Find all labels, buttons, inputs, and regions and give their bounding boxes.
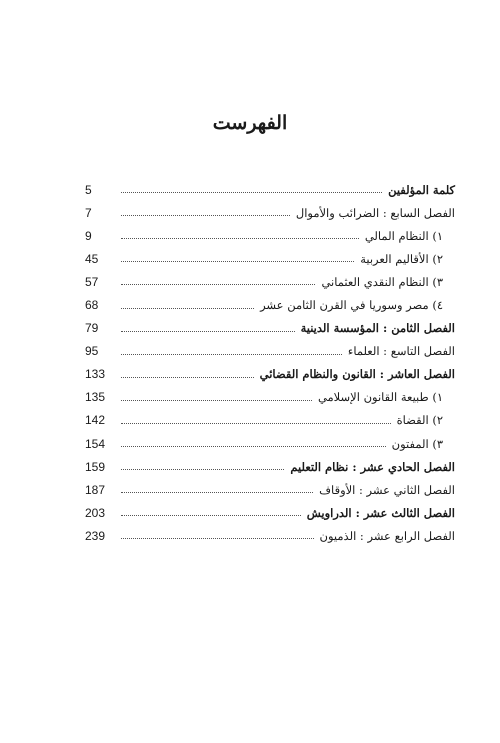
toc-entry-page-number: 68	[85, 298, 99, 313]
dot-leader	[121, 515, 301, 516]
toc-entry	[85, 524, 455, 547]
toc-entry	[85, 317, 455, 340]
toc-entry-title: ٤) مصر وسوريا في القرن الثامن عشر	[260, 298, 443, 313]
toc-entry-page-number: 135	[85, 390, 106, 405]
dot-leader	[121, 400, 312, 401]
dot-leader	[121, 354, 342, 355]
toc-entry	[85, 293, 455, 316]
toc-entry	[85, 501, 455, 524]
toc-entry-page-number: 239	[85, 528, 106, 543]
dot-leader	[121, 215, 290, 216]
dot-leader	[121, 308, 254, 309]
toc-entry-page-number: 95	[85, 344, 99, 359]
dot-leader	[121, 238, 359, 239]
toc-entry-page-number: 142	[85, 413, 106, 428]
toc-entry-title: الفصل الرابع عشر : الذميون	[319, 528, 455, 543]
toc-entry	[85, 178, 455, 201]
toc-entry-title: الفصل الثامن : المؤسسة الدينية	[300, 321, 455, 336]
toc-entry-page-number: 159	[85, 459, 106, 474]
toc-entry-page-number: 57	[85, 274, 99, 289]
dot-leader	[121, 423, 391, 424]
toc-entry	[85, 478, 455, 501]
toc-entry-page-number: 133	[85, 367, 106, 382]
dot-leader	[121, 469, 284, 470]
toc-entry-title: ٣) المفتون	[391, 436, 443, 451]
toc-entry-title: ٣) النظام النقدي العثماني	[321, 274, 443, 289]
page-title: الفهرست	[212, 112, 288, 134]
toc-entry	[85, 224, 455, 247]
dot-leader	[121, 284, 315, 285]
toc-entry	[85, 363, 455, 386]
dot-leader	[121, 192, 382, 193]
toc-entry	[85, 201, 455, 224]
toc-entry	[85, 386, 455, 409]
toc-entry-page-number: 187	[85, 482, 106, 497]
toc-entry-title: ٢) القضاة	[396, 413, 443, 428]
dot-leader	[121, 261, 354, 262]
toc-entry-page-number: 7	[85, 205, 92, 220]
toc-entry	[85, 455, 455, 478]
toc-entry-page-number: 9	[85, 228, 92, 243]
toc-entry-title: الفصل العاشر : القانون والنظام القضائي	[259, 367, 455, 382]
dot-leader	[121, 377, 254, 378]
toc-entry-page-number: 5	[85, 182, 92, 197]
toc-entry	[85, 247, 455, 270]
toc-entry	[85, 270, 455, 293]
toc-entry-title: الفصل السابع : الضرائب والأموال	[295, 205, 455, 220]
toc-entry-title: ١) طبيعة القانون الإسلامي	[317, 390, 443, 405]
toc-entry-page-number: 154	[85, 436, 106, 451]
toc-entry	[85, 409, 455, 432]
toc-entry-title: الفصل الثاني عشر : الأوقاف	[319, 482, 455, 497]
table-of-contents	[85, 178, 455, 548]
toc-entry-page-number: 45	[85, 251, 99, 266]
toc-entry	[85, 432, 455, 455]
toc-entry-title: كلمة المؤلفين	[388, 182, 455, 197]
toc-entry-title: الفصل الثالث عشر : الدراويش	[306, 505, 455, 520]
dot-leader	[121, 538, 314, 539]
dot-leader	[121, 492, 313, 493]
toc-entry	[85, 340, 455, 363]
toc-entry-title: ٢) الأقاليم العربية	[360, 251, 443, 266]
toc-entry-page-number: 203	[85, 505, 106, 520]
toc-entry-title: الفصل التاسع : العلماء	[347, 344, 455, 359]
dot-leader	[121, 446, 386, 447]
dot-leader	[121, 331, 295, 332]
toc-entry-title: ١) النظام المالي	[364, 228, 443, 243]
toc-entry-page-number: 79	[85, 321, 99, 336]
toc-entry-title: الفصل الحادي عشر : نظام التعليم	[290, 459, 455, 474]
